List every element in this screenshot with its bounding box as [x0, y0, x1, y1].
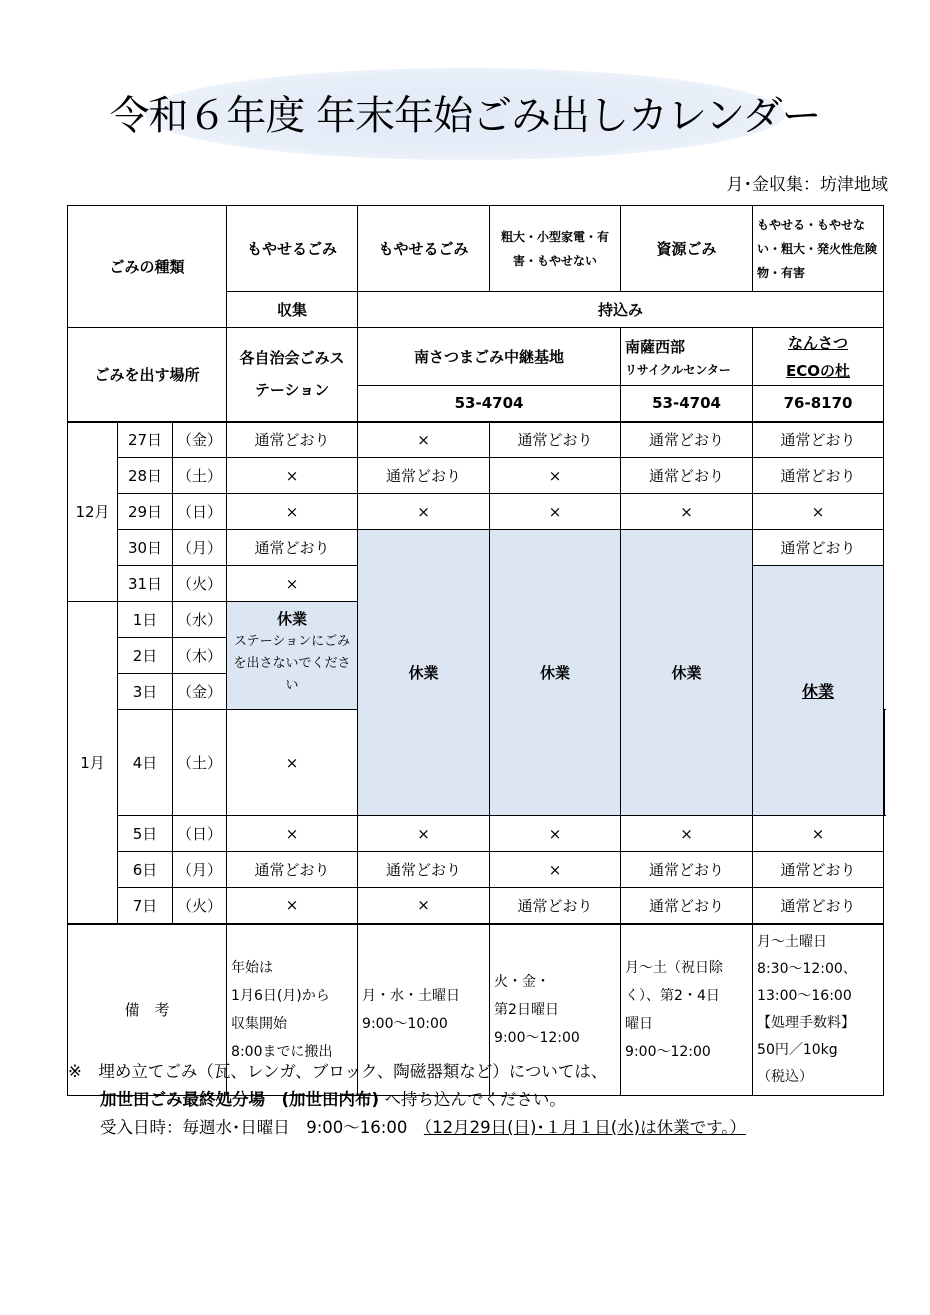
closed-cell-eco: 休業 — [753, 566, 884, 816]
page-title: 令和６年度 年末年始ごみ出しカレンダー — [109, 93, 821, 139]
place-station: 各自治会ごみステーション — [227, 328, 358, 422]
remarks-line: 曜日 — [625, 1015, 654, 1032]
remarks-line: 1月6日(月)から — [231, 987, 330, 1004]
dow-cell: （土） — [173, 458, 227, 494]
remarks-line: 月～土曜日 — [757, 933, 828, 950]
month-jan: 1月 — [68, 602, 118, 924]
day-cell: 29日 — [118, 494, 173, 530]
place-eco-sub: ECOの杜 — [786, 361, 851, 380]
place-eco — [753, 328, 884, 386]
day-cell: 2日 — [118, 638, 173, 674]
closed-cell-bulky: 休業 — [490, 530, 621, 816]
remarks-recycle — [621, 924, 753, 1096]
phone-eco: 76-8170 — [753, 386, 884, 422]
status-cell: × — [753, 816, 884, 852]
month-dec: 12月 — [68, 422, 118, 602]
status-cell: × — [227, 494, 358, 530]
place-relay: 南さつまごみ中継基地 — [358, 328, 621, 386]
status-cell: × — [358, 816, 490, 852]
remarks-eco — [753, 924, 884, 1096]
footer-note-1: ※ 埋め立てごみ（瓦、レンガ、ブロック、陶磁器類など）については、 — [68, 1062, 608, 1081]
dow-cell: （水） — [173, 602, 227, 638]
place-recycle-name: 南薩西部 — [625, 337, 686, 356]
remarks-line: 火・金・ — [494, 973, 551, 990]
footer-note-2 — [100, 1086, 566, 1110]
landfill-holiday: （12月29日(日)･１月１日(水)は休業です。） — [423, 1118, 747, 1137]
remarks-line: く）、第2・4日 — [625, 987, 720, 1004]
type-all: もやせる・もやせない・粗大・発火性危険物・有害 — [753, 206, 884, 292]
status-cell: × — [227, 888, 358, 924]
day-cell: 7日 — [118, 888, 173, 924]
dow-cell: （日） — [173, 816, 227, 852]
table-row — [68, 888, 885, 924]
remarks-line: 8:00までに搬出 — [231, 1043, 333, 1060]
status-cell: 通常どおり — [753, 458, 884, 494]
remarks-line: 第2日曜日 — [494, 1001, 559, 1018]
status-cell: × — [490, 852, 621, 888]
day-cell: 1日 — [118, 602, 173, 638]
remarks-line: 月・水・土曜日 — [362, 987, 461, 1004]
day-cell: 27日 — [118, 422, 173, 458]
day-cell: 6日 — [118, 852, 173, 888]
remarks-label: 備 考 — [68, 924, 227, 1096]
status-cell: 通常どおり — [621, 888, 753, 924]
status-cell: × — [358, 422, 490, 458]
place-header: ごみを出す場所 — [68, 328, 227, 422]
remarks-line: 【処理手数料】 — [757, 1014, 856, 1031]
type-recyclable: 資源ごみ — [621, 206, 753, 292]
table-row — [68, 852, 885, 888]
status-cell: × — [621, 816, 753, 852]
status-cell: 通常どおり — [753, 852, 884, 888]
remarks-line: 9:00～12:00 — [494, 1029, 580, 1046]
station-closed-note: ステーションにごみを出さないでください — [233, 634, 351, 693]
status-cell: 通常どおり — [358, 458, 490, 494]
status-cell: 通常どおり — [227, 422, 358, 458]
status-cell: 通常どおり — [753, 888, 884, 924]
table-row — [68, 494, 885, 530]
place-recycle-sub: リサイクルセンター — [625, 362, 731, 377]
status-cell: 通常どおり — [358, 852, 490, 888]
day-cell: 5日 — [118, 816, 173, 852]
status-cell: × — [227, 710, 358, 816]
status-cell: × — [227, 566, 358, 602]
dow-cell: （木） — [173, 638, 227, 674]
place-eco-name: なんさつ — [788, 333, 849, 352]
status-cell: 通常どおり — [227, 852, 358, 888]
status-cell: × — [227, 816, 358, 852]
remarks-line: 9:00～10:00 — [362, 1015, 448, 1032]
type-header: ごみの種類 — [68, 206, 227, 328]
type-burnable-bring: もやせるごみ — [358, 206, 490, 292]
status-cell: × — [753, 494, 884, 530]
remarks-line: 収集開始 — [231, 1015, 288, 1032]
dow-cell: （月） — [173, 852, 227, 888]
remarks-line: 50円／10kg — [757, 1041, 838, 1058]
status-cell: 通常どおり — [227, 530, 358, 566]
dow-cell: （日） — [173, 494, 227, 530]
dow-cell: （土） — [173, 710, 227, 816]
remarks-line: 年始は — [231, 959, 274, 976]
closed-label: 休業 — [277, 610, 308, 628]
status-cell: × — [621, 494, 753, 530]
bring-label: 持込み — [358, 292, 884, 328]
remarks-line: 月～土（祝日除 — [625, 959, 724, 976]
day-cell: 28日 — [118, 458, 173, 494]
dow-cell: （火） — [173, 566, 227, 602]
type-burnable-collect: もやせるごみ — [227, 206, 358, 292]
day-cell: 4日 — [118, 710, 173, 816]
landfill-hours: 受入日時：毎週水･日曜日 9:00～16:00 — [100, 1118, 424, 1137]
status-cell: × — [358, 888, 490, 924]
status-cell: 通常どおり — [621, 852, 753, 888]
closed-cell-relay: 休業 — [358, 530, 490, 816]
day-cell: 31日 — [118, 566, 173, 602]
type-bulky: 粗大・小型家電・有害・もやせない — [490, 206, 621, 292]
place-recycle — [621, 328, 753, 386]
status-cell: 通常どおり — [753, 422, 884, 458]
status-cell: 通常どおり — [621, 458, 753, 494]
status-cell: × — [490, 816, 621, 852]
dow-cell: （金） — [173, 422, 227, 458]
collect-label: 収集 — [227, 292, 358, 328]
phone-relay: 53-4704 — [358, 386, 621, 422]
status-cell: 通常どおり — [490, 888, 621, 924]
status-cell: 通常どおり — [753, 530, 884, 566]
table-row — [68, 422, 885, 458]
area-label: 月･金収集：坊津地域 — [726, 175, 888, 195]
remarks-line: （税込） — [757, 1068, 814, 1085]
table-row — [68, 816, 885, 852]
dow-cell: （火） — [173, 888, 227, 924]
status-cell: 通常どおり — [621, 422, 753, 458]
footer-note-3 — [100, 1114, 746, 1138]
dow-cell: （月） — [173, 530, 227, 566]
status-cell: × — [490, 494, 621, 530]
remarks-line: 13:00～16:00 — [757, 987, 852, 1004]
closed-cell-station — [227, 602, 358, 710]
collection-calendar-table — [67, 205, 885, 1096]
status-cell: 通常どおり — [490, 422, 621, 458]
landfill-instruction: へ持ち込んでください。 — [384, 1090, 566, 1109]
status-cell: × — [227, 458, 358, 494]
status-cell: × — [358, 494, 490, 530]
table-row — [68, 458, 885, 494]
phone-recycle: 53-4704 — [621, 386, 753, 422]
title-area — [0, 60, 930, 170]
remarks-line: 9:00～12:00 — [625, 1043, 711, 1060]
day-cell: 3日 — [118, 674, 173, 710]
dow-cell: （金） — [173, 674, 227, 710]
table-row — [68, 530, 885, 566]
landfill-name: 加世田ごみ最終処分場 (加世田内布) — [100, 1090, 380, 1109]
closed-cell-recycle: 休業 — [621, 530, 753, 816]
status-cell: × — [490, 458, 621, 494]
day-cell: 30日 — [118, 530, 173, 566]
remarks-line: 8:30～12:00、 — [757, 960, 857, 977]
